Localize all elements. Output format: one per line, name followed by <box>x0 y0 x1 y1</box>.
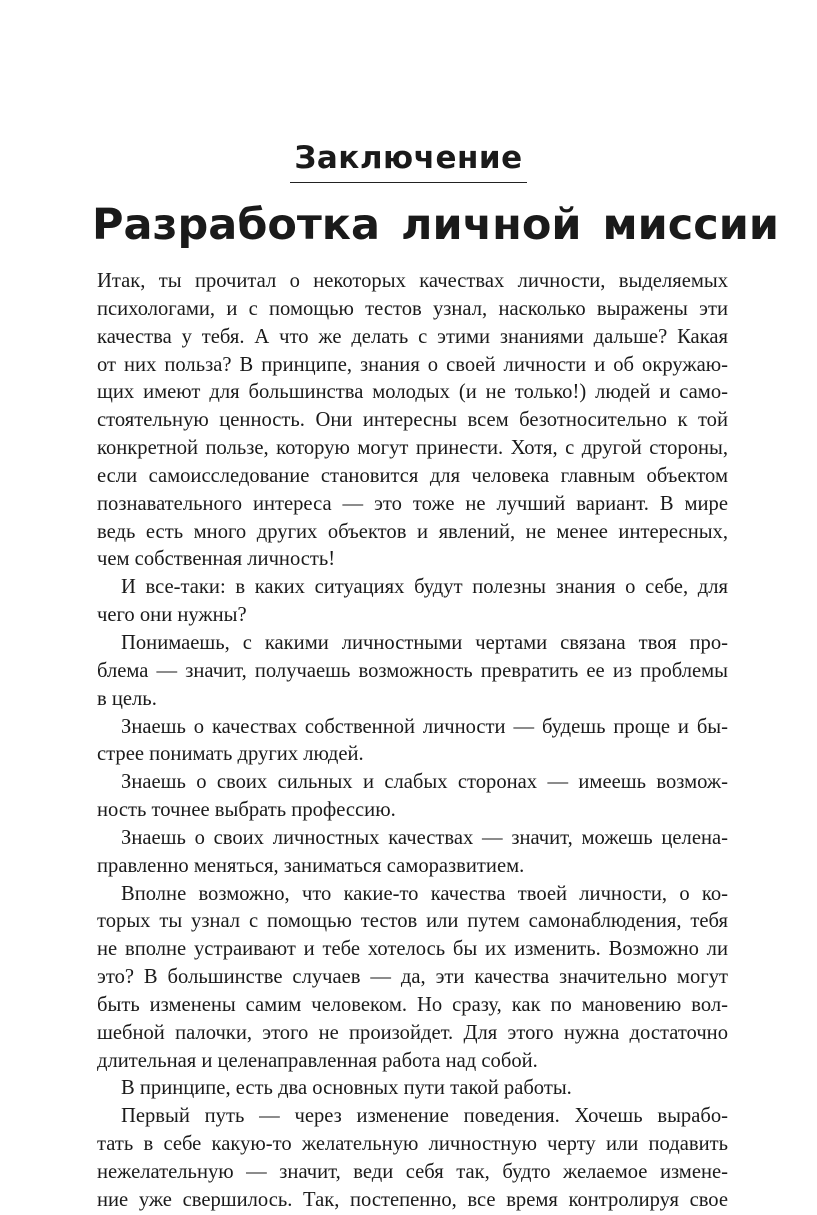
text-line: Вполне возможно, что какие-то качества твоей личности, о ко- <box>121 882 728 905</box>
paragraph <box>97 1103 728 1214</box>
text-line: тать в себе какую-то желательную личностную черту или подавить <box>97 1133 728 1156</box>
text-line: правленно меняться, заниматься саморазвитием. <box>97 854 525 877</box>
paragraph <box>97 714 728 770</box>
paragraph <box>97 268 728 574</box>
page-title: Разработка личной миссии <box>92 200 779 250</box>
text-line: ние уже свершилось. Так, постепенно, все время контролируя свое <box>97 1188 728 1211</box>
chapter-label: Заключение <box>290 140 526 183</box>
text-line: И все-таки: в каких ситуациях будут полезны знания о себе, для <box>121 576 728 599</box>
text-line: шебной палочки, этого не произойдет. Для этого нужна достаточно <box>97 1021 728 1044</box>
text-line: конкретной пользе, которую могут принести. Хотя, с другой стороны, <box>97 437 728 460</box>
text-line: стрее понимать других людей. <box>97 743 364 766</box>
text-line: быть изменены самим человеком. Но сразу, как по мановению вол- <box>97 993 728 1016</box>
text-line: длительная и целенаправленная работа над собой. <box>97 1049 538 1072</box>
paragraph <box>97 825 728 881</box>
text-line: ведь есть много других объектов и явлений, не менее интересных, <box>97 520 728 543</box>
paragraph <box>97 574 728 630</box>
text-line: если самоисследование становится для человека главным объектом <box>97 464 728 487</box>
text-line: ность точнее выбрать профессию. <box>97 799 396 822</box>
text-line: нежелательную — значит, веди себя так, будто желаемое измене- <box>97 1161 728 1183</box>
text-line: познавательного интереса — это тоже не лучший вариант. В мире <box>97 492 728 515</box>
text-line: стоятельную ценность. Они интересны всем безотносительно к той <box>97 409 728 432</box>
paragraph <box>97 769 728 825</box>
text-line: чего они нужны? <box>97 604 247 627</box>
text-line: не вполне устраивают и тебе хотелось бы их изменить. Возможно ли <box>97 938 728 961</box>
text-line: от них польза? В принципе, знания о своей личности и об окружаю- <box>97 353 728 376</box>
text-line: чем собственная личность! <box>97 548 336 571</box>
paragraph <box>97 881 728 1076</box>
text-line: Первый путь — через изменение поведения. Хочешь вырабо- <box>121 1105 728 1128</box>
text-line: Понимаешь, с какими личностными чертами связана твоя про- <box>121 631 728 654</box>
text-line: это? В большинстве случаев — да, эти качества значительно могут <box>97 966 728 989</box>
paragraph <box>97 1075 728 1103</box>
text-line: Знаешь о своих личностных качествах — значит, можешь целена- <box>121 826 728 849</box>
text-line: щих имеют для большинства молодых (и не только!) людей и само- <box>97 381 728 404</box>
text-line: В принципе, есть два основных пути такой работы. <box>121 1077 572 1100</box>
text-line: качества у тебя. А что же делать с этими знаниями дальше? Какая <box>97 325 728 348</box>
paragraph <box>97 630 728 714</box>
text-line: торых ты узнал с помощью тестов или путем самонаблюдения, тебя <box>97 910 728 933</box>
text-line: Итак, ты прочитал о некоторых качествах личности, выделяемых <box>97 270 728 292</box>
body-text <box>97 268 728 1215</box>
text-line: Знаешь о своих сильных и слабых сторонах — имеешь возмож- <box>121 771 728 794</box>
text-line: блема — значит, получаешь возможность превратить ее из проблемы <box>97 659 728 682</box>
text-line: Знаешь о качествах собственной личности — будешь проще и бы- <box>121 715 728 738</box>
text-line: в цель. <box>97 687 157 710</box>
text-line: психологами, и с помощью тестов узнал, насколько выражены эти <box>97 297 728 320</box>
chapter-heading <box>0 140 817 183</box>
